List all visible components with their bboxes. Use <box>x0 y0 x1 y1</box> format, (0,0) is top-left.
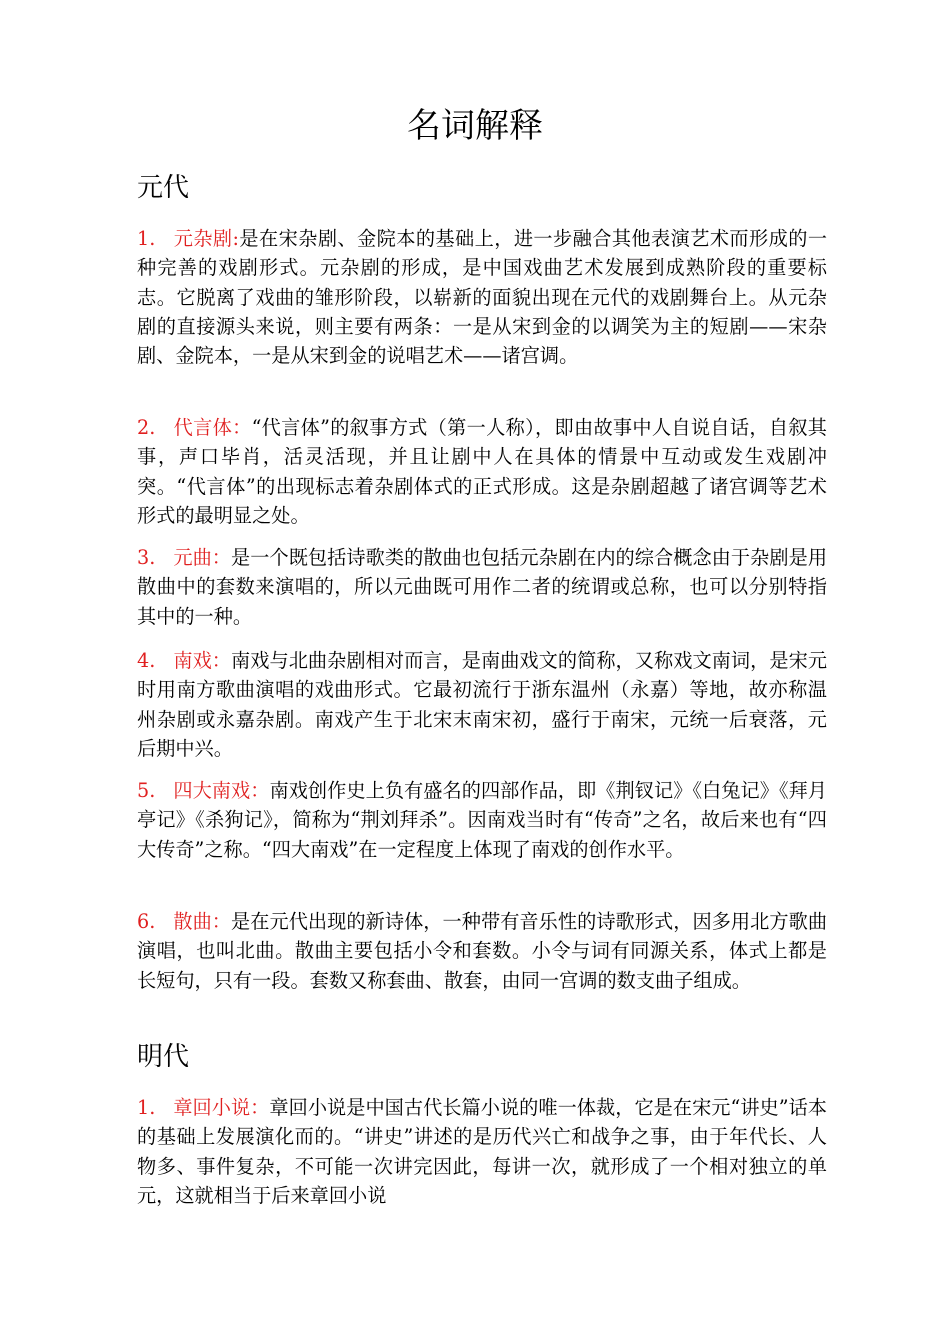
entry-sanqu <box>137 907 827 995</box>
section-heading-yuan: 元代 <box>137 173 190 203</box>
entry-term: 南戏： <box>173 649 232 672</box>
document-title: 名词解释 <box>407 106 543 146</box>
entry-number: 2. <box>137 416 156 439</box>
entry-zhanghui-xiaoshuo <box>137 1093 827 1210</box>
entry-text: 章回小说是中国古代长篇小说的唯一体裁，它是在宋元“讲史”话本的基础上发展演化而的。“讲史”讲述的是历代兴亡和战争之事，由于年代长、人物多、事件复杂，不可能一次讲完因此，每讲一次，就形成了一个相对独立的单元，这就相当于后来章回小说 <box>137 1096 827 1207</box>
entry-term: 四大南戏： <box>173 779 270 802</box>
entry-number: 5. <box>137 779 156 802</box>
section-heading-ming: 明代 <box>137 1042 190 1072</box>
entry-number: 6. <box>137 910 156 933</box>
entry-number: 1. <box>137 227 156 250</box>
entry-yuanqu <box>137 543 827 631</box>
entry-yuan-zaju <box>137 224 827 370</box>
entry-term: 元曲： <box>173 546 232 569</box>
entry-text: “代言体”的叙事方式（第一人称），即由故事中人自说自话，自叙其事，声口毕肖，活灵活现，并且让剧中人在具体的情景中互动或发生戏剧冲突。“代言体”的出现标志着杂剧体式的正式形成。这是杂剧超越了诸宫调等艺术形式的最明显之处。 <box>137 416 827 527</box>
entry-text: 是在宋杂剧、金院本的基础上，进一步融合其他表演艺术而形成的一种完善的戏剧形式。元杂剧的形成，是中国戏曲艺术发展到成熟阶段的重要标志。它脱离了戏曲的雏形阶段，以崭新的面貌出现在元代的戏剧舞台上。从元杂剧的直接源头来说，则主要有两条：一是从宋到金的以调笑为主的短剧——宋杂剧、金院本，一是从宋到金的说唱艺术——诸宫调。 <box>137 227 828 368</box>
entry-number: 1. <box>137 1096 156 1119</box>
entry-sida-nanxi <box>137 776 827 864</box>
entry-term: 章回小说： <box>173 1096 270 1119</box>
entry-text: 是在元代出现的新诗体，一种带有音乐性的诗歌形式，因多用北方歌曲演唱，也叫北曲。散曲主要包括小令和套数。小令与词有同源关系，体式上都是长短句，只有一段。套数又称套曲、散套，由同一宫调的数支曲子组成。 <box>137 910 828 992</box>
entry-term: 散曲： <box>173 910 232 933</box>
entry-nanxi <box>137 646 827 763</box>
entry-text: 南戏与北曲杂剧相对而言，是南曲戏文的简称，又称戏文南词，是宋元时用南方歌曲演唱的戏曲形式。它最初流行于浙东温州（永嘉）等地，故亦称温州杂剧或永嘉杂剧。南戏产生于北宋末南宋初，盛行于南宋，元统一后衰落，元后期中兴。 <box>137 649 828 760</box>
entry-daiyanti <box>137 413 827 530</box>
entry-text: 南戏创作史上负有盛名的四部作品，即《荆钗记》《白兔记》《拜月亭记》《杀狗记》，简称为“荆刘拜杀”。因南戏当时有“传奇”之名，故后来也有“四大传奇”之称。“四大南戏”在一定程度上体现了南戏的创作水平。 <box>137 779 827 861</box>
entry-number: 4. <box>137 649 156 672</box>
entry-number: 3. <box>137 546 156 569</box>
entry-term: 代言体： <box>173 416 252 439</box>
entry-term: 元杂剧: <box>173 227 239 250</box>
entry-text: 是一个既包括诗歌类的散曲也包括元杂剧在内的综合概念由于杂剧是用散曲中的套数来演唱的，所以元曲既可用作二者的统谓或总称，也可以分别特指其中的一种。 <box>137 546 828 628</box>
